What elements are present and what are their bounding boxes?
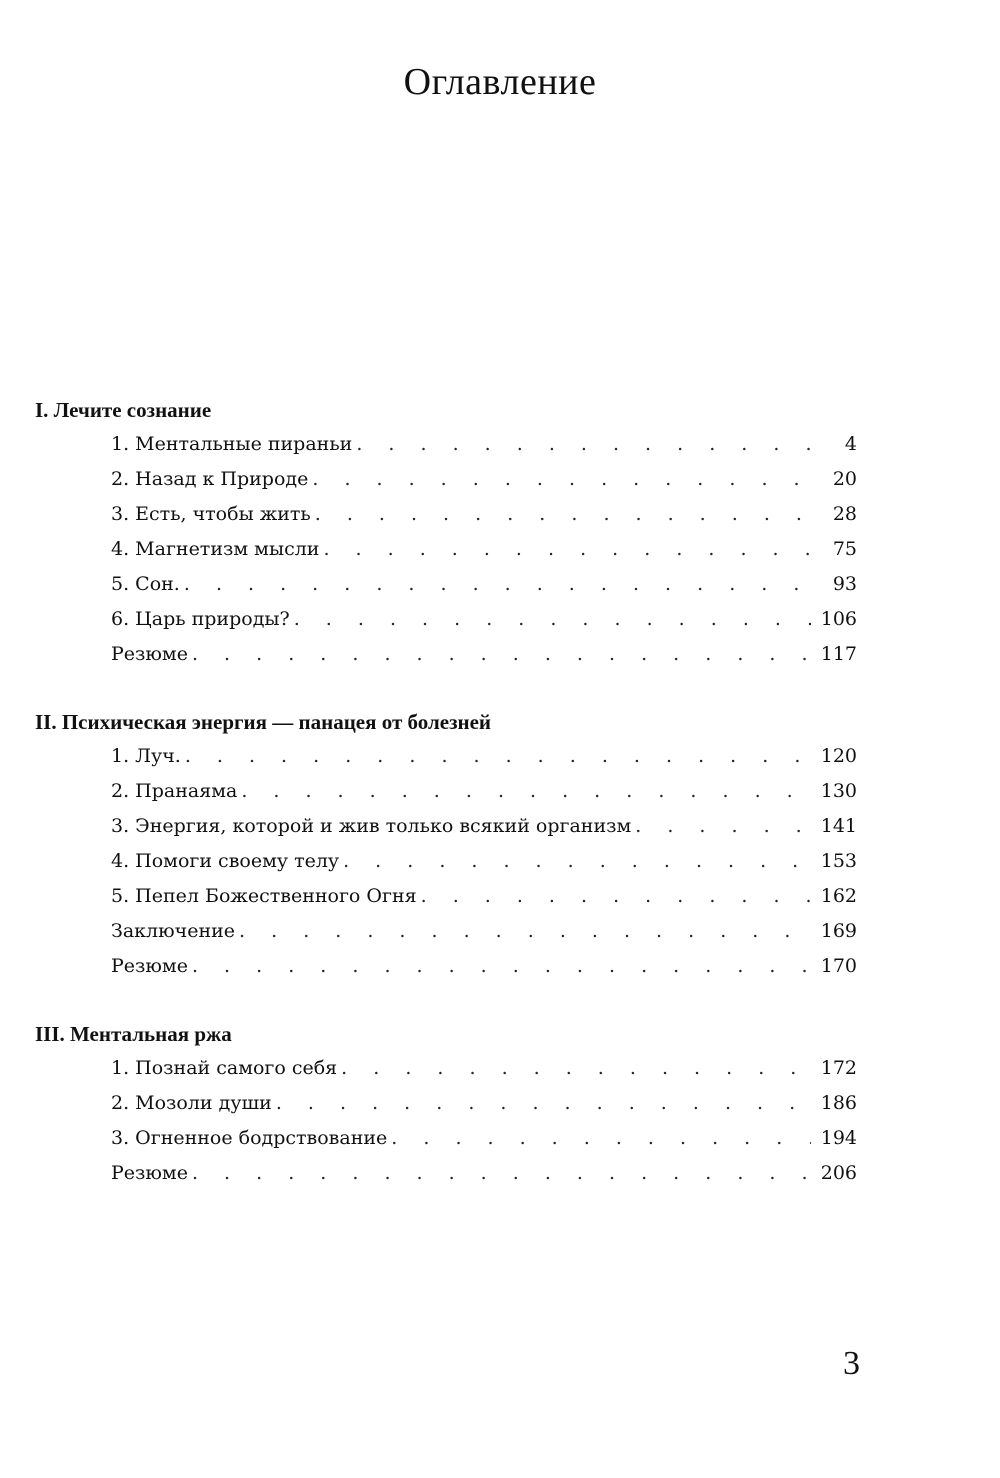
entry-page: 194 — [820, 1127, 857, 1149]
entry-page: 153 — [820, 850, 857, 872]
toc-entry — [35, 879, 857, 914]
entry-page: 28 — [832, 503, 857, 525]
dot-leader — [343, 844, 811, 879]
entry-page: 75 — [832, 538, 857, 560]
dot-leader — [185, 739, 811, 774]
entry-title: 5. Пепел Божественного Огня — [111, 885, 417, 907]
page-number: 3 — [843, 1345, 860, 1382]
toc-entry — [35, 914, 857, 949]
toc-section-1 — [35, 393, 857, 672]
dot-leader — [323, 532, 811, 567]
section-heading: III. Ментальная ржа — [35, 1022, 232, 1046]
toc-entry — [35, 567, 857, 602]
entry-title: 2. Пранаяма — [111, 780, 238, 802]
entry-page: 169 — [820, 920, 857, 942]
entry-page: 20 — [832, 468, 857, 490]
toc-section-3 — [35, 1017, 857, 1191]
toc-entry — [35, 1086, 857, 1121]
entry-title: 2. Мозоли души — [111, 1092, 272, 1114]
dot-leader — [635, 809, 811, 844]
entry-page: 170 — [820, 955, 857, 977]
toc-entry — [35, 532, 857, 567]
dot-leader — [391, 1121, 811, 1156]
toc-entry — [35, 1121, 857, 1156]
entry-page: 162 — [820, 885, 857, 907]
dot-leader — [192, 1156, 811, 1191]
entry-page: 106 — [820, 608, 857, 630]
toc-entry — [35, 637, 857, 672]
entry-page: 120 — [820, 745, 857, 767]
dot-leader — [241, 774, 811, 809]
dot-leader — [356, 427, 811, 462]
entry-page: 93 — [832, 573, 857, 595]
dot-leader — [315, 497, 811, 532]
entry-page: 206 — [820, 1162, 857, 1184]
entry-title: 3. Есть, чтобы жить — [111, 503, 311, 525]
section-heading: I. Лечите сознание — [35, 398, 212, 422]
entry-title: Заключение — [111, 920, 236, 942]
entry-title: 1. Ментальные пираньи — [111, 433, 353, 455]
dot-leader — [341, 1051, 811, 1086]
entry-title: 1. Познай самого себя — [111, 1057, 338, 1079]
toc-entry — [35, 809, 857, 844]
entry-title: 3. Огненное бодрствование — [111, 1127, 388, 1149]
toc-entry — [35, 427, 857, 462]
page-title: Оглавление — [403, 61, 597, 103]
entry-title: Резюме — [111, 1162, 188, 1184]
dot-leader — [276, 1086, 811, 1121]
toc-entry — [35, 739, 857, 774]
dot-leader — [312, 462, 811, 497]
entry-title: 6. Царь природы? — [111, 608, 290, 630]
entry-page: 172 — [820, 1057, 857, 1079]
toc-entry — [35, 602, 857, 637]
entry-title: 1. Луч. — [111, 745, 181, 767]
toc-section-2 — [35, 705, 857, 984]
entry-title: 4. Помоги своему телу — [111, 850, 340, 872]
toc-entry — [35, 949, 857, 984]
dot-leader — [239, 914, 811, 949]
entry-title: 3. Энергия, которой и жив только всякий организм — [111, 815, 632, 837]
toc-entry — [35, 1051, 857, 1086]
toc-entry — [35, 497, 857, 532]
toc-entry — [35, 1156, 857, 1191]
dot-leader — [192, 637, 811, 672]
entry-page: 4 — [844, 433, 857, 455]
dot-leader — [192, 949, 811, 984]
entry-title: 4. Магнетизм мысли — [111, 538, 320, 560]
entry-title: 2. Назад к Природе — [111, 468, 309, 490]
entry-page: 186 — [820, 1092, 857, 1114]
entry-page: 130 — [820, 780, 857, 802]
table-of-contents — [35, 393, 857, 1224]
toc-entry — [35, 774, 857, 809]
toc-entry — [35, 844, 857, 879]
entry-page: 141 — [820, 815, 857, 837]
dot-leader — [421, 879, 811, 914]
dot-leader — [184, 567, 811, 602]
dot-leader — [294, 602, 811, 637]
entry-title: 5. Сон. — [111, 573, 180, 595]
entry-page: 117 — [820, 643, 857, 665]
entry-title: Резюме — [111, 955, 188, 977]
entry-title: Резюме — [111, 643, 188, 665]
section-heading: II. Психическая энергия — панацея от болезней — [35, 710, 492, 734]
toc-entry — [35, 462, 857, 497]
